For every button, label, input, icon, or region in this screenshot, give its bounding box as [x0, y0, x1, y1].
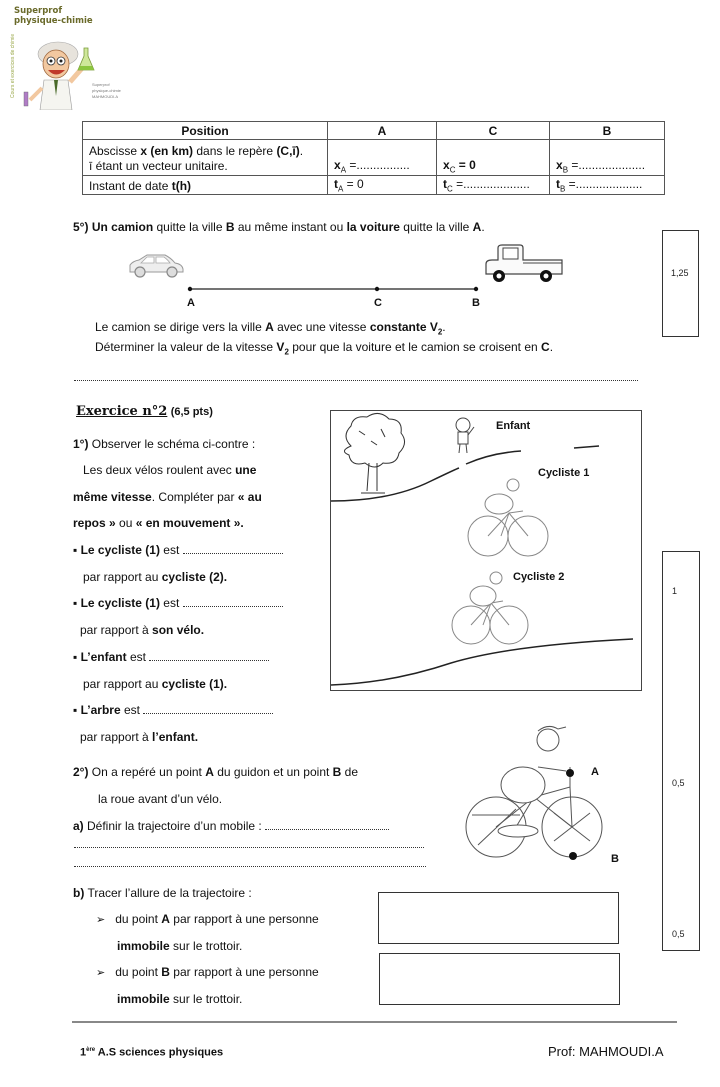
bold: A: [205, 765, 214, 779]
text: pour que la voiture et le camion se croisent en: [288, 340, 542, 354]
text: Déterminer la valeur de la vitesse: [95, 340, 277, 354]
bold: cycliste (2).: [161, 570, 228, 584]
q1-item-2: ▪ Le cycliste (1) est: [73, 596, 283, 610]
level-sup: ère: [86, 1047, 96, 1053]
text: quitte la ville: [153, 220, 226, 234]
trajectory-a-drawing-box[interactable]: [378, 892, 619, 944]
bold: A: [472, 220, 482, 234]
logo-title-2: physique-chimie: [14, 16, 93, 26]
score-q2b: 0,5: [672, 929, 685, 939]
cyclists-scene-icon: [331, 411, 643, 692]
q-letter: b): [73, 886, 85, 900]
q2a-answer-line-2[interactable]: [74, 866, 426, 867]
text: par rapport à une personne: [169, 912, 319, 926]
logo-small-1: Superprof: [92, 82, 110, 87]
bold: « en mouvement ».: [135, 516, 244, 530]
q2a-statement: [73, 819, 389, 833]
header-c: C: [437, 122, 550, 140]
bold: Un camion: [91, 220, 154, 234]
answer-blank-2[interactable]: [183, 606, 283, 607]
subject: L’enfant: [80, 650, 127, 664]
sub: B: [560, 184, 566, 194]
footer-prof: Prof: MAHMOUDI.A: [548, 1044, 664, 1059]
q1-line-3: [73, 490, 262, 504]
subject: Le cycliste (1): [80, 596, 160, 610]
text: Définir la trajectoire d’un mobile :: [83, 819, 266, 833]
sub: C: [447, 184, 453, 194]
sub: A: [338, 184, 344, 194]
footer-level: [80, 1043, 223, 1060]
bold: « au: [237, 490, 262, 504]
cyclists-figure: [330, 410, 642, 691]
point-label-c: C: [374, 297, 382, 309]
q1-line-2: [83, 463, 256, 477]
exercise-2-heading: [76, 404, 213, 419]
bold: A: [161, 912, 170, 926]
q1-intro: [73, 437, 255, 451]
text: .: [549, 340, 554, 354]
bold: immobile: [117, 939, 170, 953]
text: .: [442, 320, 446, 334]
truck-icon: [482, 244, 568, 284]
bold: V: [276, 340, 285, 354]
bold: cycliste (1).: [161, 677, 228, 691]
cell-xa[interactable]: [328, 140, 437, 176]
text: .: [481, 220, 485, 234]
value: = 0: [343, 177, 364, 191]
text: par rapport à: [80, 623, 153, 637]
bold: immobile: [117, 992, 170, 1006]
text: Tracer l’allure de la trajectoire :: [84, 886, 252, 900]
q2b-bullet-2: [96, 965, 319, 980]
q2b-statement: [73, 886, 252, 900]
label-cycliste-2: Cycliste 2: [513, 571, 565, 583]
bicycle-points-icon: [458, 715, 628, 865]
var: x: [443, 157, 450, 172]
header-position: Position: [83, 122, 328, 140]
label-text: Instant de date: [89, 179, 172, 194]
score-q2a: 0,5: [672, 778, 685, 788]
text: par rapport à: [80, 730, 153, 744]
q5-statement: [73, 220, 485, 234]
q2b-bullet-1-l2: [117, 939, 242, 953]
bold: l’enfant.: [152, 730, 199, 744]
label-text: .: [299, 144, 304, 158]
bold: C: [541, 340, 550, 354]
label-cycliste-1: Cycliste 1: [538, 467, 590, 479]
verb: est: [120, 703, 144, 717]
text: de: [341, 765, 359, 779]
label-bold: (C,ī): [276, 144, 300, 158]
label-enfant: Enfant: [496, 420, 531, 432]
subject: L’arbre: [80, 703, 121, 717]
table-row-abscisse: [83, 140, 665, 176]
var: x: [334, 157, 341, 172]
q2b-bullet-2-l2: [117, 992, 242, 1006]
text: ou: [115, 516, 136, 530]
q1-item-1-rel: [83, 570, 227, 584]
var: t: [556, 177, 560, 191]
text: du point: [115, 965, 162, 979]
text: sur le trottoir.: [169, 939, 243, 953]
q1-line-4: [73, 516, 244, 530]
text: sur le trottoir.: [169, 992, 243, 1006]
verb: est: [126, 650, 150, 664]
arrow-bullet-icon: ➢: [96, 914, 106, 926]
logo-side-text: Cours et exercices de chimie: [10, 33, 16, 98]
text: par rapport à une personne: [169, 965, 319, 979]
label-bold: x (en km): [140, 144, 194, 158]
text: Les deux vélos roulent avec: [83, 463, 236, 477]
row-label-instant: [83, 176, 328, 195]
q1-item-3: ▪ L’enfant est: [73, 650, 269, 664]
sub: 2: [437, 327, 443, 337]
bold: une: [235, 463, 257, 477]
sub: 2: [284, 347, 289, 357]
cell-xc: [437, 140, 550, 176]
table-row-instant: [83, 176, 665, 195]
q2-statement-2: la roue avant d’un vélo.: [98, 792, 223, 806]
bold: B: [225, 220, 235, 234]
answer-blank-4[interactable]: [143, 713, 273, 714]
value: = 0: [455, 157, 476, 172]
q5-answer-line[interactable]: [74, 380, 638, 381]
subject: Le cycliste (1): [80, 543, 160, 557]
q1-item-1: ▪ Le cycliste (1) est: [73, 543, 283, 557]
exercise-2-title: Exercice n°2: [76, 404, 168, 419]
var: t: [443, 177, 447, 191]
bold: la voiture: [346, 220, 400, 234]
q2-statement: [73, 765, 358, 779]
superprof-logo: [8, 2, 123, 110]
point-label-b: B: [472, 297, 480, 309]
exercise-2-points: (6,5 pts): [170, 406, 213, 418]
text: du guidon et un point: [213, 765, 333, 779]
label-line2: ī étant un vecteur unitaire.: [89, 159, 228, 173]
level-text: A.S sciences physiques: [95, 1046, 224, 1059]
q2a-answer-blank[interactable]: [265, 829, 389, 830]
q1-item-4-rel: [80, 730, 198, 744]
cell-tb[interactable]: [550, 176, 665, 195]
answer-blank-3[interactable]: [149, 660, 269, 661]
logo-small-3: MAHMOUDI.A: [92, 94, 118, 99]
row-label-abscisse: [83, 140, 328, 176]
bike-point-a-label: A: [591, 766, 599, 778]
value: =................: [346, 157, 410, 172]
var: x: [556, 157, 563, 172]
bold: A: [265, 320, 274, 334]
value: =....................: [565, 177, 643, 191]
road-segment-diagram: [186, 284, 482, 294]
verb: est: [159, 596, 183, 610]
q-number: 1°): [73, 437, 89, 451]
q2a-answer-line-1[interactable]: [74, 847, 424, 848]
bike-point-b-label: B: [611, 853, 619, 865]
score-q1: 1: [672, 586, 678, 596]
position-table: [82, 121, 665, 195]
bold: repos »: [73, 516, 116, 530]
text: Le camion se dirige vers la ville: [95, 320, 266, 334]
header-a: A: [328, 122, 437, 140]
q5-text-1: [95, 320, 446, 339]
text: du point: [115, 912, 162, 926]
label-bold: t(h): [171, 179, 192, 194]
sub: A: [340, 165, 347, 174]
text: par rapport au: [83, 570, 162, 584]
point-label-a: A: [187, 297, 195, 309]
footer-divider: [72, 1021, 677, 1023]
q2b-bullet-1: [96, 912, 319, 927]
bold: même vitesse: [73, 490, 152, 504]
text: Observer le schéma ci-contre :: [88, 437, 256, 451]
cell-tc[interactable]: [437, 176, 550, 195]
q-letter: a): [73, 819, 84, 833]
cell-ta: [328, 176, 437, 195]
trajectory-b-drawing-box[interactable]: [379, 953, 620, 1005]
logo-title-1: Superprof: [14, 6, 63, 16]
bold: constante V: [369, 320, 438, 334]
q1-item-3-rel: [83, 677, 227, 691]
cell-xb[interactable]: [550, 140, 665, 176]
text: . Compléter par: [151, 490, 238, 504]
var: t: [334, 177, 338, 191]
bold: son vélo.: [152, 623, 205, 637]
label-text: Abscisse: [89, 144, 141, 158]
value: =....................: [452, 177, 530, 191]
logo-small-text: [92, 82, 121, 100]
text: par rapport au: [83, 677, 162, 691]
text: avec une vitesse: [273, 320, 370, 334]
text: au même instant ou: [234, 220, 347, 234]
answer-blank-1[interactable]: [183, 553, 283, 554]
table-header-row: [83, 122, 665, 140]
score-box-q5: [662, 230, 699, 337]
header-b: B: [550, 122, 665, 140]
sub: B: [562, 165, 569, 174]
level-num: 1: [80, 1046, 87, 1059]
q1-item-4: ▪ L’arbre est: [73, 703, 273, 717]
label-text: dans le repère: [193, 144, 277, 158]
value: =....................: [568, 157, 646, 172]
q-number: 2°): [73, 765, 89, 779]
verb: est: [159, 543, 183, 557]
sub: C: [449, 165, 456, 174]
q-number: 5°): [73, 220, 92, 234]
text: quitte la ville: [399, 220, 473, 234]
arrow-bullet-icon: ➢: [96, 967, 106, 979]
text: On a repéré un point: [88, 765, 206, 779]
q5-text-2: [95, 340, 553, 359]
car-icon: [127, 253, 185, 279]
q1-item-2-rel: [80, 623, 204, 637]
bold: B: [161, 965, 170, 979]
logo-small-2: physique-chimie: [92, 88, 121, 93]
score-q5: 1,25: [671, 268, 689, 278]
bold: B: [332, 765, 342, 779]
score-box-ex2: [662, 551, 700, 951]
